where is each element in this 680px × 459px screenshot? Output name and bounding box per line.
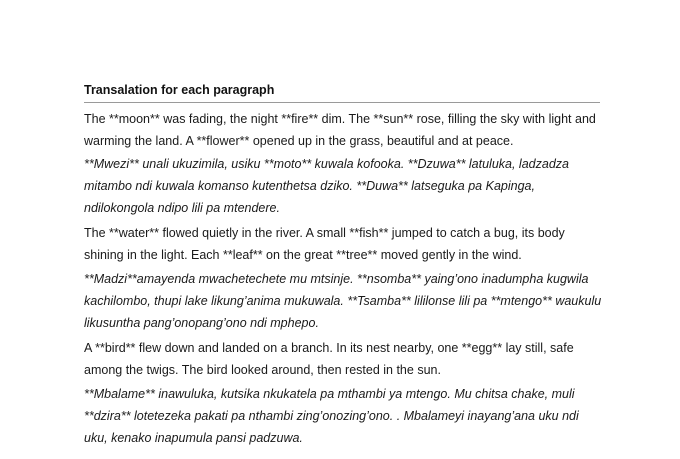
document-heading: Transalation for each paragraph <box>84 83 275 97</box>
paragraph-translation-1: **Mwezi** unali ukuzimila, usiku **moto** kuwala kofooka. **Dzuwa** latuluka, ladzadza mitambo ndi kuwala komanso kutenthetsa dziko. **Duwa** latseguka pa Kapinga, ndilokongola ndipo lili pa mtendere. <box>84 157 569 215</box>
heading-divider <box>84 102 600 103</box>
paragraph-translation-3: **Mbalame** inawuluka, kutsika nkukatela pa mthambi ya mtengo. Mu chitsa chake, muli **dzira** lotetezeka pakati pa nthambi zing’onozing’ono. . Mbalameyi inayang’ana uku ndi uku, kenako inapumula pansi padzuwa. <box>84 387 579 445</box>
paragraph-translation-2: **Madzi**amayenda mwachetechete mu mtsinje. **nsomba** yaing’ono inadumpha kugwila kachilombo, thupi lake likung’anima mukuwala. **Tsamba** lililonse lili pa **mtengo** waukulu likusuntha pang’onopang’ono ndi mphepo. <box>84 272 602 330</box>
paragraph-english-1: The **moon** was fading, the night **fire** dim. The **sun** rose, filling the sky with light and warming the land. A **flower** opened up in the grass, beautiful and at peace. <box>84 112 596 148</box>
paragraph-english-3: A **bird** flew down and landed on a branch. In its nest nearby, one **egg** lay still, safe among the twigs. The bird looked around, then rested in the sun. <box>84 341 574 377</box>
paragraph-english-2: The **water** flowed quietly in the river. A small **fish** jumped to catch a bug, its body shining in the light. Each **leaf** on the great **tree** moved gently in the wind. <box>84 226 565 262</box>
